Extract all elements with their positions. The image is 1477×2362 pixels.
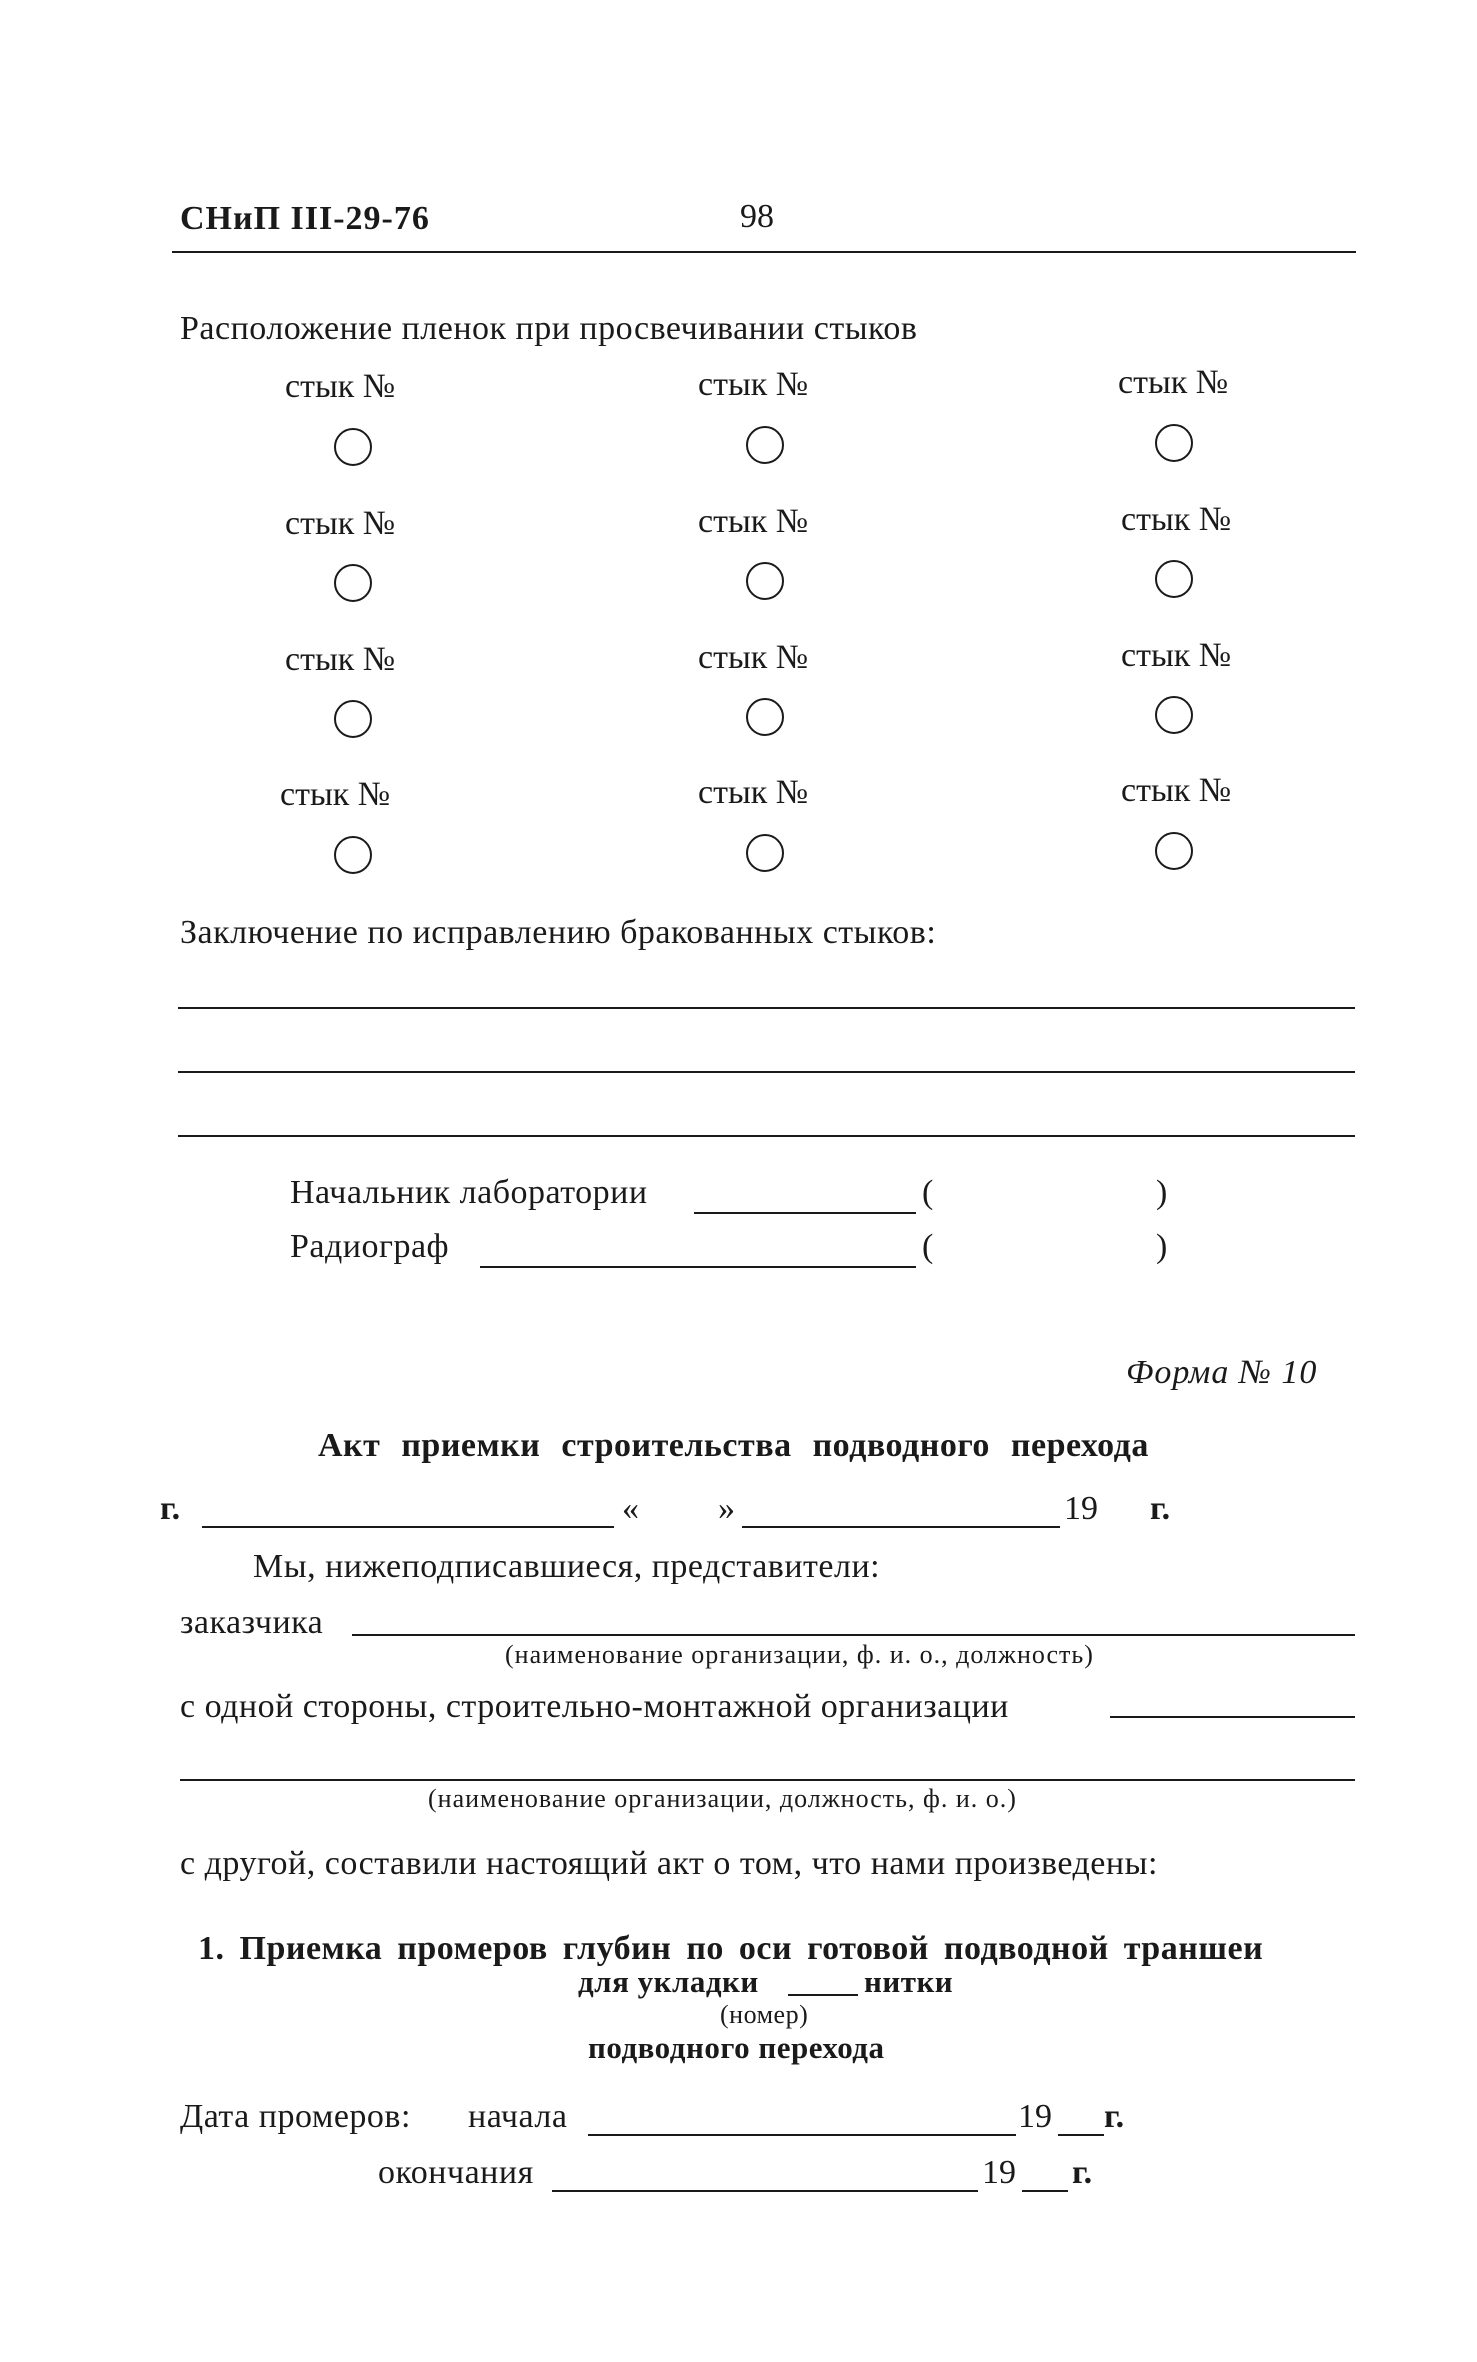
other-side-text: с другой, составили настоящий акт о том, что нами произведены: <box>180 1845 1158 1882</box>
end-year-prefix: 19 <box>982 2154 1016 2191</box>
start-year-prefix: 19 <box>1018 2098 1052 2135</box>
film-circle-icon <box>334 836 372 874</box>
conclusion-label: Заключение по исправлению бракованных стыков: <box>180 914 937 951</box>
joint-label: стык № <box>285 505 396 542</box>
conclusion-line <box>178 1007 1355 1009</box>
section-1-thread: нитки <box>864 1964 954 1999</box>
open-paren: ( <box>922 1174 934 1211</box>
act-title: Акт приемки строительства подводного перехода <box>318 1427 1149 1464</box>
film-circle-icon <box>1155 560 1193 598</box>
film-circle-icon <box>746 426 784 464</box>
customer-caption: (наименование организации, ф. и. о., должность) <box>505 1640 1094 1669</box>
film-circle-icon <box>1155 424 1193 462</box>
joint-label: стык № <box>1121 637 1232 674</box>
we-signed-text: Мы, нижеподписавшиеся, представители: <box>253 1548 881 1585</box>
quote-open: « <box>622 1490 639 1527</box>
radiographer-signature-line <box>480 1266 916 1268</box>
dates-label: Дата промеров: <box>180 2098 411 2135</box>
conclusion-line <box>178 1071 1355 1073</box>
joint-label: стык № <box>285 641 396 678</box>
year-prefix: 19 <box>1064 1490 1098 1527</box>
joint-label: стык № <box>1121 772 1232 809</box>
city-prefix: г. <box>160 1490 181 1527</box>
close-paren: ) <box>1156 1228 1168 1265</box>
one-side-text: с одной стороны, строительно-монтажной организации <box>180 1688 1009 1725</box>
film-circle-icon <box>746 562 784 600</box>
year-suffix: г. <box>1150 1490 1171 1527</box>
start-year-line <box>1058 2134 1104 2136</box>
open-paren: ( <box>922 1228 934 1265</box>
customer-label: заказчика <box>180 1604 324 1641</box>
joint-label: стык № <box>698 639 809 676</box>
month-line <box>742 1526 1060 1528</box>
page-number: 98 <box>740 198 774 235</box>
film-circle-icon <box>1155 832 1193 870</box>
lab-head-signature-line <box>694 1212 916 1214</box>
joint-label: стык № <box>280 776 391 813</box>
joint-label: стык № <box>698 366 809 403</box>
header-rule <box>172 251 1356 253</box>
joint-label: стык № <box>285 368 396 405</box>
org-caption: (наименование организации, должность, ф. и. о.) <box>428 1784 1017 1813</box>
start-year-suffix: г. <box>1104 2098 1125 2135</box>
radiographer-label: Радиограф <box>290 1228 450 1265</box>
section-1-crossing: подводного перехода <box>588 2030 885 2065</box>
thread-number-line <box>788 1994 858 1996</box>
start-date-line <box>588 2134 1016 2136</box>
number-caption: (номер) <box>720 2000 809 2029</box>
film-circle-icon <box>334 700 372 738</box>
end-date-line <box>552 2190 978 2192</box>
dates-end-label: окончания <box>378 2154 534 2191</box>
construction-org-line-2 <box>180 1779 1355 1781</box>
film-circle-icon <box>1155 696 1193 734</box>
construction-org-line <box>1110 1716 1355 1718</box>
customer-line <box>352 1634 1355 1636</box>
city-line <box>202 1526 614 1528</box>
section-1-title: 1. Приемка промеров глубин по оси готовой подводной траншеи <box>198 1930 1264 1967</box>
film-circle-icon <box>334 564 372 602</box>
close-paren: ) <box>1156 1174 1168 1211</box>
joint-label: стык № <box>698 503 809 540</box>
quote-close: » <box>718 1490 735 1527</box>
section-1-laying: для укладки <box>578 1964 759 1999</box>
film-circle-icon <box>746 698 784 736</box>
form-number: Форма № 10 <box>1126 1354 1318 1391</box>
end-year-line <box>1022 2190 1068 2192</box>
joint-label: стык № <box>698 774 809 811</box>
end-year-suffix: г. <box>1072 2154 1093 2191</box>
joint-label: стык № <box>1118 364 1229 401</box>
film-circle-icon <box>746 834 784 872</box>
conclusion-line <box>178 1135 1355 1137</box>
lab-head-label: Начальник лаборатории <box>290 1174 648 1211</box>
dates-start-label: начала <box>468 2098 568 2135</box>
joint-label: стык № <box>1121 501 1232 538</box>
document-code: СНиП III-29-76 <box>180 200 430 237</box>
films-title: Расположение пленок при просвечивании стыков <box>180 310 918 347</box>
film-circle-icon <box>334 428 372 466</box>
